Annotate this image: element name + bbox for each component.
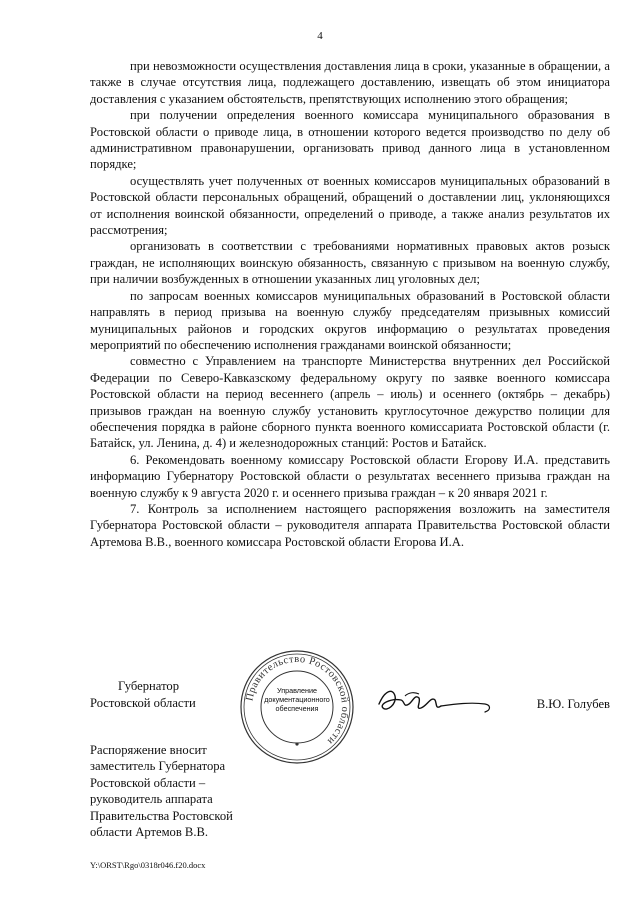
page-number: 4: [317, 30, 323, 42]
submitter-note-line: заместитель Губернатора: [90, 759, 226, 774]
stamp-inner-line: Управление: [277, 686, 317, 695]
handwritten-signature-icon: [375, 682, 495, 722]
signer-title-line: Ростовской области: [90, 696, 196, 710]
paragraph: при получении определения военного комиссара муниципального образования в Ростовской области о приводе лица, в отношении которого ведется производство по делу об административном правонарушении, организовать привод данного лица в установленном порядке;: [90, 108, 610, 172]
svg-text:Правительство Ростовской облас: Правительство Ростовской области: [244, 653, 351, 747]
submitter-note-line: Распоряжение вносит: [90, 743, 207, 757]
paragraph: 7. Контроль за исполнением настоящего распоряжения возложить на заместителя Губернатора Ростовской области – руководителя аппарата Правительства Ростовской области Артемова В.В., военного комиссара Ростовской области Егорова И.А.: [90, 501, 610, 549]
submitter-note-line: руководитель аппарата: [90, 792, 213, 807]
submitter-note-line: Ростовской области –: [90, 775, 206, 790]
submitter-note-line: области Артемов В.В.: [90, 825, 209, 840]
signer-name: В.Ю. Голубев: [536, 697, 610, 711]
paragraph: при невозможности осуществления доставления лица в сроки, указанные в обращении, а также в случае отсутствия лица, подлежащего доставлению, извещать об этом инициатора доставления с указанием обстоятельств, препятствующих исполнению этого обращения;: [90, 59, 610, 106]
stamp-inner-line: обеспечения: [275, 704, 319, 713]
submitter-note-line: Правительства Ростовской: [90, 808, 233, 823]
file-path: Y:\ORST\Rgo\0318r046.f20.docx: [90, 860, 206, 870]
paragraph: совместно с Управлением на транспорте Министерства внутренних дел Российской Федерации по Северо-Кавказскому федеральному округу по заявке военного комиссара Ростовской области на период весеннего (апрель – июль) и осеннего (октябрь – декабрь) призывов граждан на военную службу установить круглосуточное дежурство полиции для обеспечения порядка в районе сборного пункта военного комиссариата Ростовской области (г. Батайск, ул. Ленина, д. 4) и железнодорожных станций: Ростов и Батайск.: [90, 354, 610, 451]
signer-title-line: Губернатор: [118, 679, 179, 693]
submitter-note: [90, 742, 310, 840]
paragraph: по запросам военных комиссаров муниципальных образований в Ростовской области направлять в период призыва на военную службу председателям призывных комиссий муниципальных районов и городских округов информацию о результатах проведения мероприятий по обеспечению исполнения гражданами воинской обязанности;: [90, 288, 610, 352]
paragraph: организовать в соответствии с требованиями нормативных правовых актов розыск граждан, не исполняющих воинскую обязанность, связанную с призывом на военную службу, при наличии возбужденных в отношении указанных лиц уголовных дел;: [90, 239, 610, 287]
paragraph: 6. Рекомендовать военному комиссару Ростовской области Егорову И.А. представить информацию Губернатору Ростовской области о результатах весеннего призыва граждан на военную службу к 9 августа 2020 г. и осеннего призыва граждан – к 20 января 2021 г.: [90, 452, 610, 500]
stamp-inner-text: [264, 686, 330, 713]
signer-title: [90, 678, 196, 712]
paragraph: осуществлять учет полученных от военных комиссаров муниципальных образований в Ростовской области персональных обращений, обращений о доставлении лиц, уклоняющихся от исполнения воинской обязанности, определений о приводе, а также анализ результатов их рассмотрения;: [90, 173, 610, 238]
stamp-inner-line: документационного: [264, 695, 330, 704]
document-body: [90, 58, 610, 550]
